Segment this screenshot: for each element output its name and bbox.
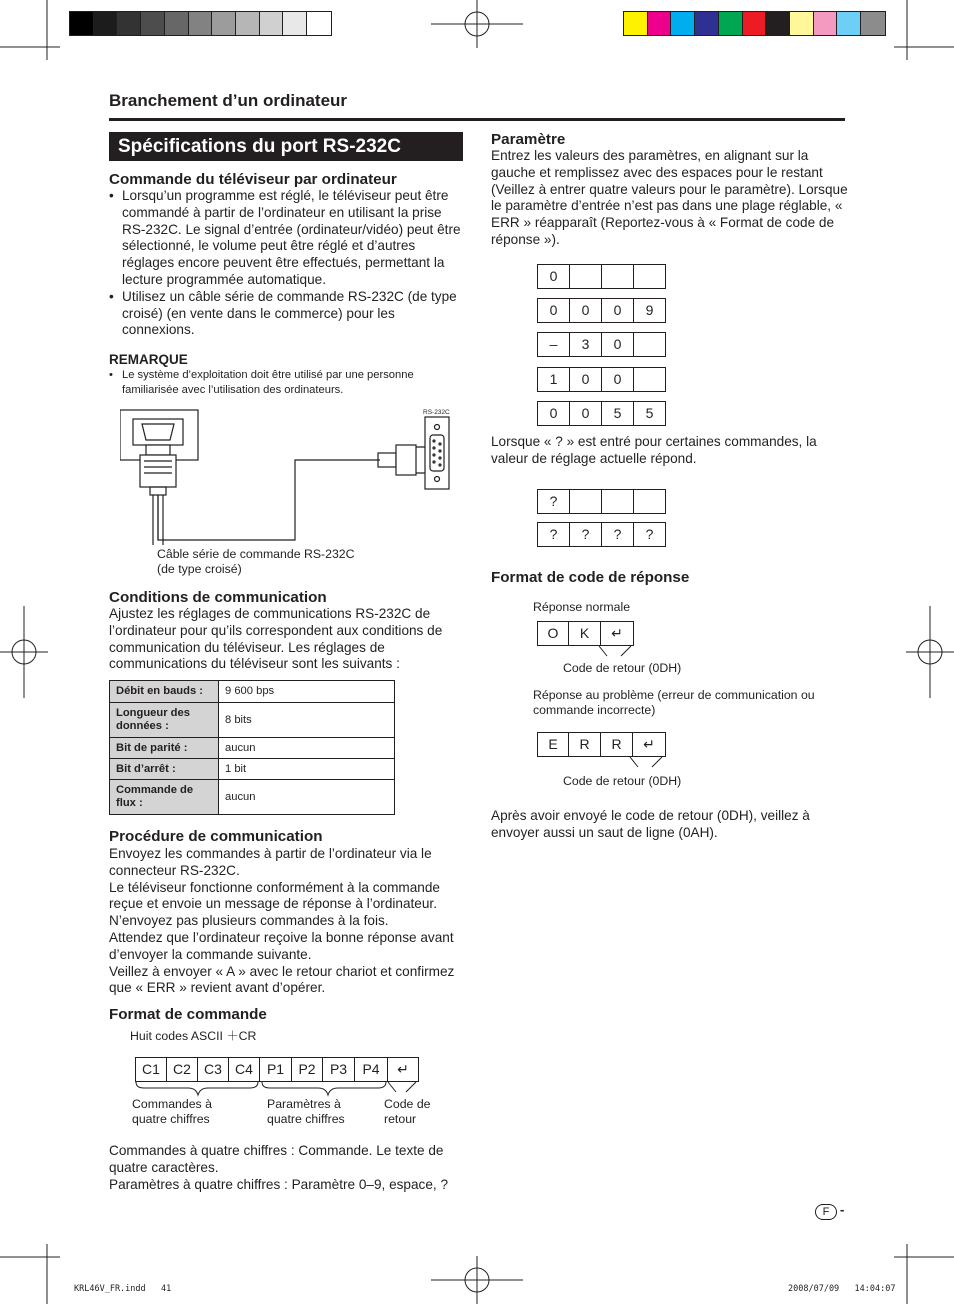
- command-note: Paramètres à quatre chiffres : Paramètre 0–9, espace, ?: [109, 1176, 449, 1192]
- parameter-text: Entrez les valeurs des paramètres, en alignant sur la gauche et remplissez avec des espaces pour le restant (Veillez à entrer quatre valeurs pour le paramètre). Lorsque le paramètre d’entrée n’est pas dans une plage réglable, « ERR » réapparaît (Reportez-vous à « Format de code de réponse »).: [491, 148, 848, 247]
- table-row: [110, 780, 395, 815]
- table-value: 9 600 bps: [219, 681, 395, 703]
- return-code-label: Code de retour (0DH): [563, 774, 682, 788]
- parameter-grid: [537, 367, 666, 392]
- parameter-cell: 0: [602, 368, 634, 392]
- normal-response-label: Réponse normale: [533, 600, 631, 614]
- cable-caption-line: (de type croisé): [157, 562, 242, 576]
- pc-control-list: [109, 188, 465, 339]
- parameter-grid: [537, 298, 666, 323]
- parameter-cell: 0: [602, 299, 634, 323]
- spec-banner: [109, 132, 463, 161]
- parameter-cell: 0: [570, 368, 602, 392]
- table-value: 1 bit: [219, 759, 395, 780]
- parameter-cell: 0: [570, 402, 602, 426]
- problem-response-boxes: [537, 732, 666, 757]
- command-cell: P4: [355, 1058, 388, 1082]
- procedure-line: Envoyez les commandes à partir de l’ordinateur via le connecteur RS-232C.: [109, 846, 432, 878]
- procedure-line: Le téléviseur fonctionne conformément à la commande reçue et envoie un message de réponse à l’ordinateur.: [109, 879, 440, 912]
- page-letter: F: [822, 1206, 830, 1218]
- parameter-grid: [537, 264, 666, 289]
- return-code-label: Code de retour (0DH): [563, 661, 682, 675]
- section-title: Branchement d’un ordinateur: [109, 91, 348, 110]
- response-cell: R: [569, 733, 601, 757]
- comm-conditions-heading: Conditions de communication: [109, 589, 327, 606]
- normal-response-boxes: [537, 621, 634, 646]
- problem-response-label: Réponse au problème (erreur de communication ou commande incorrecte): [533, 688, 815, 717]
- response-cell: R: [601, 733, 633, 757]
- table-value: aucun: [219, 738, 395, 759]
- parameter-cell: [570, 265, 602, 289]
- table-row: [110, 703, 395, 738]
- response-cell: K: [569, 622, 601, 646]
- parameter-grid: [537, 332, 666, 357]
- parameter-cell: ?: [634, 523, 666, 547]
- command-cell: C1: [136, 1058, 167, 1082]
- return-bracket: [595, 644, 635, 660]
- parameter-cell: ?: [570, 523, 602, 547]
- command-cell: P3: [323, 1058, 355, 1082]
- parameter-cell: 0: [602, 333, 634, 357]
- table-key: Débit en bauds :: [110, 681, 219, 703]
- command-cell: P2: [292, 1058, 323, 1082]
- parameter-cell: 5: [602, 402, 634, 426]
- label-params: Paramètres à quatre chiffres: [267, 1097, 345, 1126]
- response-format-heading: Format de code de réponse: [491, 569, 690, 586]
- parameter-cell: 0: [538, 299, 570, 323]
- query-text: Lorsque « ? » est entré pour certaines commandes, la valeur de réglage actuelle répond.: [491, 434, 817, 466]
- parameter-heading: Paramètre: [491, 131, 566, 148]
- port-label: RS-232C: [423, 409, 450, 416]
- response-cell: E: [538, 733, 569, 757]
- label-commands: Commandes à quatre chiffres: [132, 1097, 212, 1126]
- command-cell: C2: [167, 1058, 198, 1082]
- banner-title: Spécifications du port RS-232C: [118, 136, 401, 157]
- parameter-cell: 3: [570, 333, 602, 357]
- list-item: • Le système d’exploitation doit être utilisé par une personne familiarisée avec l’utilisation des ordinateurs.: [109, 368, 465, 397]
- table-row: [110, 759, 395, 780]
- procedure-text: [109, 846, 467, 997]
- parameter-cell: [634, 490, 666, 514]
- table-row: [110, 681, 395, 703]
- connection-diagram: [120, 405, 460, 550]
- command-cell: P1: [260, 1058, 292, 1082]
- list-item: • Lorsqu’un programme est réglé, le téléviseur peut être commandé à partir de l’ordinateur en utilisant la prise RS-232C. Le signal d’entrée (ordinateur/vidéo) peut être sélectionné, le volume peut être réglé et d’autres réglages encore peuvent être effectués, permettant la lecture programmée automatique.: [109, 188, 465, 289]
- parameter-grid: [537, 522, 666, 547]
- header-rule: [109, 118, 845, 121]
- remark-heading: REMARQUE: [109, 352, 188, 367]
- cable-caption: [157, 547, 355, 577]
- procedure-line: Veillez à envoyer « A » avec le retour chariot et confirmez que « ERR » revient avant d’opérer.: [109, 963, 455, 996]
- parameter-cell: ?: [602, 523, 634, 547]
- procedure-line: N’envoyez pas plusieurs commandes à la fois.: [109, 913, 389, 929]
- parameter-cell: ?: [538, 523, 570, 547]
- parameter-cell: 0: [538, 265, 570, 289]
- parameter-cell: 1: [538, 368, 570, 392]
- table-key: Bit de parité :: [110, 738, 219, 759]
- procedure-line: Attendez que l’ordinateur reçoive la bonne réponse avant d’envoyer la commande suivante.: [109, 929, 454, 962]
- cable-caption-line: Câble série de commande RS-232C: [157, 547, 355, 561]
- parameter-cell: [634, 368, 666, 392]
- list-item: • Utilisez un câble série de commande RS-232C (de type croisé) (en vente dans le commerce) pour les connexions.: [109, 289, 465, 339]
- parameter-grid: [537, 489, 666, 514]
- command-note: Commandes à quatre chiffres : Commande. Le texte de quatre caractères.: [109, 1143, 444, 1175]
- return-key-icon: ↵: [388, 1058, 419, 1082]
- tv-port: [425, 417, 449, 489]
- parameter-grid: [537, 401, 666, 426]
- page-dash: -: [840, 1202, 845, 1217]
- command-notes: [109, 1143, 467, 1193]
- remark-list: [109, 368, 465, 397]
- table-key: Longueur des données :: [110, 703, 219, 738]
- parameter-cell: 5: [634, 402, 666, 426]
- table-key: Commande de flux :: [110, 780, 219, 815]
- return-bracket: [626, 755, 666, 771]
- parameter-cell: [634, 265, 666, 289]
- parameter-cell: –: [538, 333, 570, 357]
- label-return: Code de retour: [384, 1097, 431, 1126]
- response-cell: O: [538, 622, 569, 646]
- parameter-cell: 9: [634, 299, 666, 323]
- return-key-icon: ↵: [633, 733, 666, 757]
- comm-settings-table: [109, 680, 395, 815]
- procedure-heading: Procédure de communication: [109, 828, 323, 845]
- parameter-cell: ?: [538, 490, 570, 514]
- parameter-cell: [570, 490, 602, 514]
- parameter-cell: 0: [538, 402, 570, 426]
- pc-control-heading: Commande du téléviseur par ordinateur: [109, 171, 397, 188]
- ascii-label: Huit codes ASCII ＋CR: [130, 1029, 257, 1043]
- parameter-cell: 0: [570, 299, 602, 323]
- response-note: Après avoir envoyé le code de retour (0DH), veillez à envoyer aussi un saut de ligne (0AH).: [491, 808, 810, 840]
- parameter-cell: [634, 333, 666, 357]
- table-value: 8 bits: [219, 703, 395, 738]
- footer-date: 2008/07/09 14:04:07: [788, 1284, 896, 1294]
- footer-file: KRL46V_FR.indd 41: [74, 1284, 172, 1294]
- parameter-cell: [602, 265, 634, 289]
- parameter-cell: [602, 490, 634, 514]
- command-cell: C3: [198, 1058, 229, 1082]
- table-row: [110, 738, 395, 759]
- table-value: aucun: [219, 780, 395, 815]
- command-format-boxes: [135, 1057, 419, 1082]
- page-letter-badge: [815, 1204, 837, 1220]
- comm-conditions-text: Ajustez les réglages de communications RS-232C de l’ordinateur pour qu’ils correspondent aux conditions de communication du téléviseur. Les réglages de communications du téléviseur sont les suivants :: [109, 606, 443, 672]
- return-key-icon: ↵: [601, 622, 634, 646]
- command-cell: C4: [229, 1058, 260, 1082]
- table-key: Bit d’arrêt :: [110, 759, 219, 780]
- command-format-heading: Format de commande: [109, 1006, 267, 1023]
